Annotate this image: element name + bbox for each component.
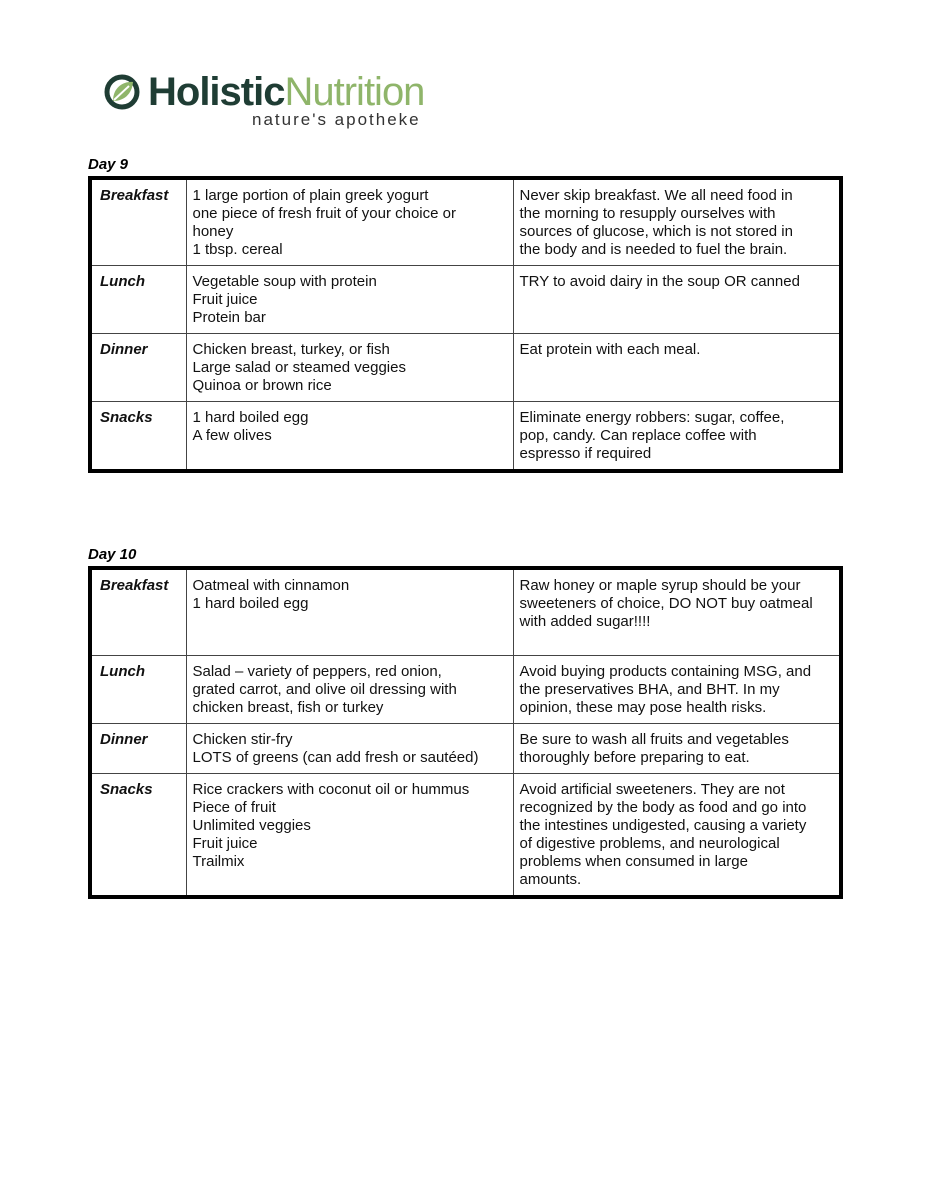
meal-note	[513, 773, 841, 897]
meal-items	[186, 773, 513, 897]
meal-item: 1 tbsp. cereal	[192, 241, 283, 258]
meal-label: Lunch	[90, 266, 186, 334]
meal-note	[513, 178, 841, 266]
note-line: with added sugar!!!!	[519, 613, 651, 630]
note-line: espresso if required	[519, 445, 652, 462]
meal-note	[513, 655, 841, 723]
note-line: recognized by the body as food and go into	[519, 798, 807, 816]
meal-label: Breakfast	[90, 178, 186, 266]
table-row	[90, 402, 841, 472]
note-line: the morning to resupply ourselves with	[519, 205, 776, 222]
meal-item: Fruit juice	[192, 291, 258, 308]
meal-item: Protein bar	[192, 309, 266, 326]
note-line: Eat protein with each meal.	[519, 341, 701, 358]
leaf-icon	[102, 72, 142, 112]
table-row	[90, 723, 841, 773]
meal-label: Snacks	[90, 402, 186, 472]
note-line: the intestines undigested, causing a variety	[519, 816, 807, 834]
day-title: Day 9	[88, 156, 129, 173]
meal-item: A few olives	[192, 427, 272, 444]
note-line: the preservatives BHA, and BHT. In my	[519, 680, 780, 698]
table-row	[90, 773, 841, 897]
meal-items	[186, 723, 513, 773]
table-row	[90, 266, 841, 334]
brand-name-part1: Holistic	[148, 70, 285, 114]
meal-item: Large salad or steamed veggies	[192, 359, 406, 376]
brand-logo	[102, 68, 482, 138]
table-row	[90, 178, 841, 266]
meal-item: Piece of fruit	[192, 798, 276, 816]
meal-item: Fruit juice	[192, 834, 258, 852]
meal-item: Quinoa or brown rice	[192, 377, 332, 394]
meal-item: 1 hard boiled egg	[192, 409, 309, 426]
meal-label: Snacks	[90, 773, 186, 897]
meal-item: 1 large portion of plain greek yogurt	[192, 187, 429, 204]
meal-item: Chicken stir-fry	[192, 730, 293, 748]
meal-note	[513, 334, 841, 402]
meal-note	[513, 723, 841, 773]
meal-items	[186, 655, 513, 723]
day-title: Day 10	[88, 546, 137, 563]
meal-item: Oatmeal with cinnamon	[192, 577, 350, 594]
meal-item: grated carrot, and olive oil dressing with	[192, 680, 457, 698]
note-line: thoroughly before preparing to eat.	[519, 748, 750, 766]
meal-items	[186, 568, 513, 655]
meal-note	[513, 402, 841, 472]
meal-note	[513, 266, 841, 334]
brand-name-part2: Nutrition	[284, 70, 425, 114]
note-line: Avoid artificial sweeteners. They are not	[519, 780, 785, 798]
note-line: Be sure to wash all fruits and vegetables	[519, 730, 789, 748]
note-line: problems when consumed in large	[519, 852, 748, 870]
note-line: opinion, these may pose health risks.	[519, 698, 767, 716]
day-9-meal-table	[88, 176, 843, 473]
meal-item: honey	[192, 223, 234, 240]
meal-item: 1 hard boiled egg	[192, 595, 309, 612]
meal-items	[186, 266, 513, 334]
meal-note	[513, 568, 841, 655]
table-row	[90, 655, 841, 723]
note-line: amounts.	[519, 870, 582, 888]
meal-label: Dinner	[90, 334, 186, 402]
brand-tagline: nature's apotheke	[252, 110, 421, 129]
note-line: Eliminate energy robbers: sugar, coffee,	[519, 409, 785, 426]
meal-item: Unlimited veggies	[192, 816, 311, 834]
meal-item: chicken breast, fish or turkey	[192, 698, 384, 716]
meal-label: Breakfast	[90, 568, 186, 655]
meal-item: Trailmix	[192, 852, 245, 870]
note-line: Never skip breakfast. We all need food in	[519, 187, 793, 204]
note-line: of digestive problems, and neurological	[519, 834, 780, 852]
meal-item: Vegetable soup with protein	[192, 273, 377, 290]
table-row	[90, 334, 841, 402]
note-line: the body and is needed to fuel the brain.	[519, 241, 788, 258]
note-line: TRY to avoid dairy in the soup OR canned	[519, 273, 800, 290]
meal-item: Rice crackers with coconut oil or hummus	[192, 780, 470, 798]
meal-items	[186, 334, 513, 402]
note-line: pop, candy. Can replace coffee with	[519, 427, 757, 444]
meal-items	[186, 402, 513, 472]
table-row	[90, 568, 841, 655]
brand-name	[148, 70, 424, 115]
note-line: Raw honey or maple syrup should be your	[519, 577, 801, 594]
meal-label: Dinner	[90, 723, 186, 773]
day-10-meal-table	[88, 566, 843, 899]
meal-items	[186, 178, 513, 266]
note-line: sweeteners of choice, DO NOT buy oatmeal	[519, 595, 813, 612]
meal-label: Lunch	[90, 655, 186, 723]
meal-item: one piece of fresh fruit of your choice or	[192, 205, 456, 222]
meal-item: LOTS of greens (can add fresh or sautéed)	[192, 748, 479, 766]
note-line: sources of glucose, which is not stored in	[519, 223, 793, 240]
note-line: Avoid buying products containing MSG, and	[519, 662, 812, 680]
meal-item: Salad – variety of peppers, red onion,	[192, 662, 442, 680]
meal-item: Chicken breast, turkey, or fish	[192, 341, 390, 358]
